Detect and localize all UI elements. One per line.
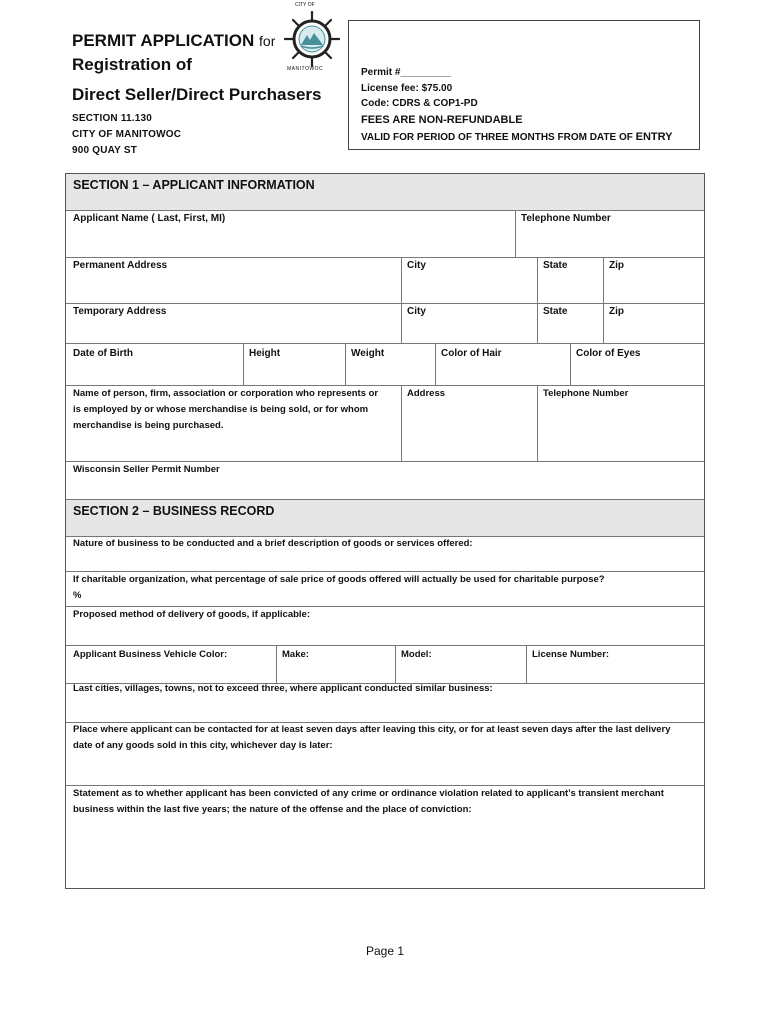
validity-end: ENTRY	[635, 131, 673, 143]
percent-sign: %	[73, 590, 82, 601]
represented-party-line1: Name of person, firm, association or corporation who represents or	[73, 388, 379, 399]
permit-number: Permit #_________	[361, 67, 451, 78]
section1-header	[66, 174, 704, 211]
contact-place-line1: Place where applicant can be contacted for at least seven days after leaving this city, or for at least seven days after the last delivery	[73, 724, 671, 735]
contact-place-line2: date of any goods sold in this city, whichever day is later:	[73, 740, 333, 751]
permanent-address-field[interactable]: Permanent Address	[73, 260, 168, 271]
permanent-zip-field[interactable]: Zip	[609, 260, 624, 271]
city-logo	[281, 4, 343, 74]
weight-field[interactable]: Weight	[351, 348, 385, 359]
business-nature-field[interactable]: Nature of business to be conducted and a brief description of goods or services offered:	[73, 538, 473, 549]
fee-code: Code: CDRS & COP1-PD	[361, 98, 478, 109]
logo-text-bottom: MANITOWOC	[287, 66, 324, 72]
delivery-method-field[interactable]: Proposed method of delivery of goods, if applicable:	[73, 609, 310, 620]
represented-party-line2: is employed by or whose merchandise is being sold, or for whom	[73, 404, 369, 415]
date-of-birth-field[interactable]: Date of Birth	[73, 348, 133, 359]
conviction-statement-field[interactable]	[73, 786, 664, 818]
section-reference: SECTION 11.130	[72, 113, 153, 124]
wi-seller-permit-field[interactable]: Wisconsin Seller Permit Number	[73, 464, 220, 475]
contact-place-field[interactable]	[73, 722, 671, 754]
charitable-percentage-field[interactable]	[73, 572, 605, 604]
application-form	[65, 173, 705, 889]
represented-address-field[interactable]: Address	[407, 388, 446, 399]
charitable-question: If charitable organization, what percentage of sale price of goods offered will actually be used for charitable purpose?	[73, 574, 605, 585]
hair-color-field[interactable]: Color of Hair	[441, 348, 502, 359]
section2-header	[66, 499, 704, 537]
represented-party-field[interactable]	[73, 386, 378, 434]
ship-wheel-icon	[281, 4, 343, 74]
validity-text: VALID FOR PERIOD OF THREE MONTHS FROM DATE OF	[361, 132, 633, 143]
conviction-line2: business within the last five years; the nature of the offense and the place of conviction:	[73, 804, 472, 815]
non-refundable-notice: FEES ARE NON-REFUNDABLE	[361, 114, 523, 126]
section2-title: SECTION 2 – BUSINESS RECORD	[73, 504, 275, 518]
city-address: 900 QUAY ST	[72, 145, 138, 156]
page-number: Page 1	[365, 944, 405, 958]
applicant-name-field[interactable]: Applicant Name ( Last, First, MI)	[73, 213, 226, 224]
vehicle-model-field[interactable]: Model:	[401, 649, 432, 660]
permanent-city-field[interactable]: City	[407, 260, 426, 271]
permanent-state-field[interactable]: State	[543, 260, 568, 271]
form-title-for: for	[259, 33, 276, 49]
validity-notice	[361, 131, 673, 143]
eye-color-field[interactable]: Color of Eyes	[576, 348, 641, 359]
temporary-city-field[interactable]: City	[407, 306, 426, 317]
license-fee: License fee: $75.00	[361, 83, 453, 94]
last-cities-field[interactable]: Last cities, villages, towns, not to exceed three, where applicant conducted similar business:	[73, 683, 493, 694]
form-title	[72, 26, 275, 56]
fee-box	[348, 20, 700, 150]
conviction-line1: Statement as to whether applicant has been convicted of any crime or ordinance violation related to applicant’s transient merchant	[73, 788, 664, 799]
vehicle-make-field[interactable]: Make:	[282, 649, 309, 660]
represented-party-line3: merchandise is being purchased.	[73, 420, 224, 431]
section1-title: SECTION 1 – APPLICANT INFORMATION	[73, 178, 315, 192]
represented-telephone-field[interactable]: Telephone Number	[543, 388, 629, 399]
city-name: CITY OF MANITOWOC	[72, 129, 182, 140]
temporary-state-field[interactable]: State	[543, 306, 568, 317]
vehicle-color-field[interactable]: Applicant Business Vehicle Color:	[73, 649, 228, 660]
height-field[interactable]: Height	[249, 348, 281, 359]
telephone-field[interactable]: Telephone Number	[521, 213, 611, 224]
temporary-zip-field[interactable]: Zip	[609, 306, 624, 317]
form-title-main: PERMIT APPLICATION	[72, 31, 255, 50]
logo-text-top: CITY OF	[295, 2, 315, 8]
vehicle-license-field[interactable]: License Number:	[532, 649, 610, 660]
subtitle-line2: Direct Seller/Direct Purchasers	[72, 85, 322, 104]
temporary-address-field[interactable]: Temporary Address	[73, 306, 167, 317]
subtitle-line1: Registration of	[72, 55, 192, 74]
